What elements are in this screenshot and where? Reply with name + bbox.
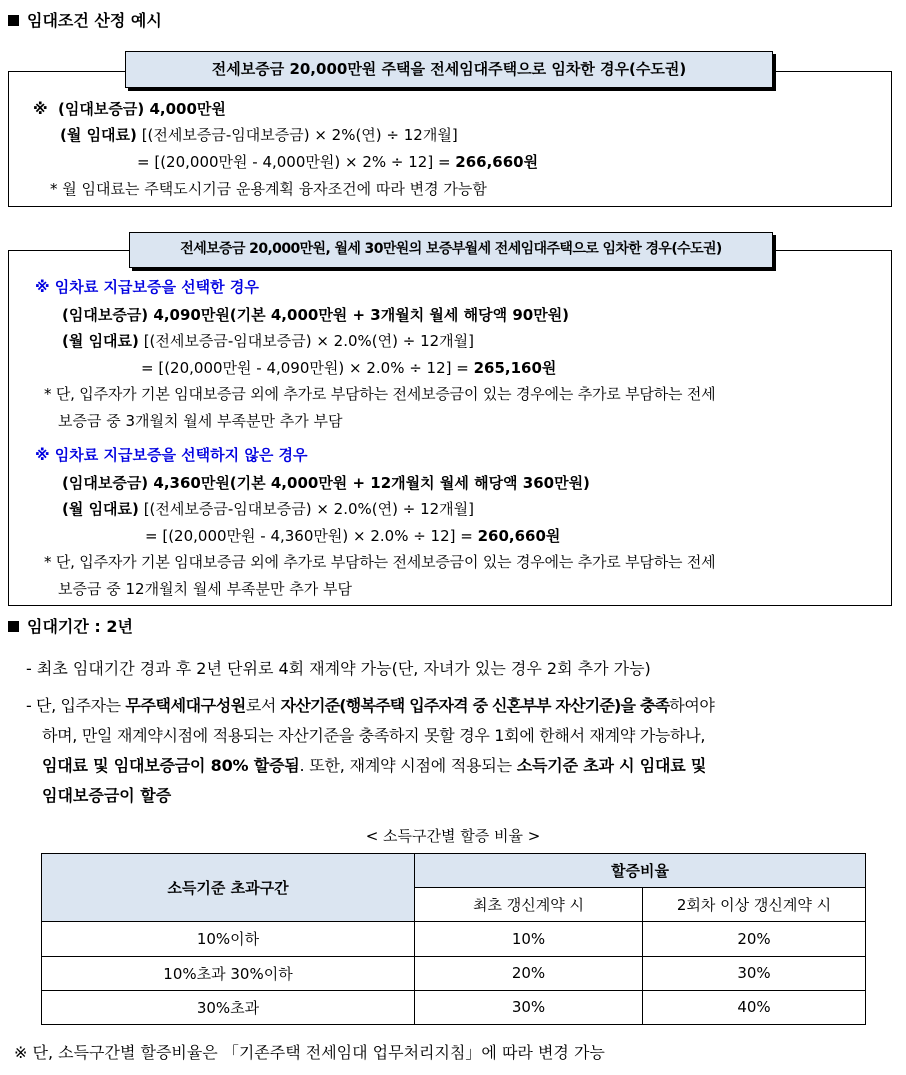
cell-range: 30%초과	[42, 990, 415, 1024]
lease-renewal-bullet: - 최초 임대기간 경과 후 2년 단위로 4회 재계약 가능(단, 자녀가 있는 경우 2회 추가 가능)	[26, 659, 651, 678]
table-caption: < 소득구간별 할증 비율 >	[365, 827, 541, 845]
case-no-guarantee-rent-calc: = [(20,000만원 - 4,360만원) × 2.0% ÷ 12] = 260,660원	[145, 527, 561, 545]
cell-first: 10%	[415, 922, 643, 956]
case-guarantee-note-line2: 보증금 중 3개월치 월세 부족분만 추가 부담	[58, 412, 343, 430]
rent-formula-line: (월 임대료) [(전세보증금-임대보증금) × 2%(연) ÷ 12개월]	[60, 126, 458, 144]
example-box2-title: 전세보증금 20,000만원, 월세 30만원의 보증부월세 전세임대주택으로 임차한 경우(수도권)	[129, 232, 773, 268]
square-bullet-icon	[8, 15, 19, 26]
header-income-range: 소득기준 초과구간	[42, 854, 415, 922]
case-guarantee-rent-calc: = [(20,000만원 - 4,090만원) × 2.0% ÷ 12] = 265,160원	[141, 359, 557, 377]
rent-calc-line: = [(20,000만원 - 4,000만원) × 2% ÷ 12] = 266,660원	[137, 153, 539, 171]
table-row	[42, 990, 866, 1024]
deposit-line: ※ (임대보증금) 4,000만원	[33, 100, 226, 118]
cell-second: 40%	[643, 990, 866, 1024]
case-guarantee-heading: ※ 임차료 지급보증을 선택한 경우	[35, 278, 259, 296]
header-second-renewal: 2회차 이상 갱신계약 시	[643, 888, 866, 922]
table-footnote: ※ 단, 소득구간별 할증비율은 「기존주택 전세임대 업무처리지침」에 따라 변경 가능	[14, 1043, 605, 1062]
lease-condition-line3: 임대료 및 임대보증금이 80% 할증됨. 또한, 재계약 시점에 적용되는 소득기준 초과 시 임대료 및	[42, 756, 707, 775]
box1-note: * 월 임대료는 주택도시기금 운용계획 융자조건에 따라 변경 가능함	[50, 180, 487, 198]
cell-second: 30%	[643, 956, 866, 990]
table-header-row	[42, 854, 866, 888]
table-row	[42, 922, 866, 956]
section-heading-rent-example: 임대조건 산정 예시	[8, 8, 162, 31]
cell-first: 30%	[415, 990, 643, 1024]
lease-condition-line4: 임대보증금이 할증	[42, 786, 172, 805]
lease-condition-line1: - 단, 입주자는 무주택세대구성원로서 자산기준(행복주택 입주자격 중 신혼부부 자산기준)을 충족하여야	[26, 696, 715, 715]
header-first-renewal: 최초 갱신계약 시	[415, 888, 643, 922]
header-surcharge-rate: 할증비율	[415, 854, 866, 888]
section-heading-lease-period: 임대기간 : 2년	[8, 614, 133, 637]
case-no-guarantee-rent-formula: (월 임대료) [(전세보증금-임대보증금) × 2.0%(연) ÷ 12개월]	[62, 500, 474, 518]
surcharge-rate-table	[41, 853, 866, 1025]
case-guarantee-rent-formula: (월 임대료) [(전세보증금-임대보증금) × 2.0%(연) ÷ 12개월]	[62, 332, 474, 350]
cell-range: 10%초과 30%이하	[42, 956, 415, 990]
case-no-guarantee-note-line1: * 단, 입주자가 기본 임대보증금 외에 추가로 부담하는 전세보증금이 있는 경우에는 추가로 부담하는 전세	[44, 553, 716, 571]
lease-condition-line2: 하며, 만일 재계약시점에 적용되는 자산기준을 충족하지 못할 경우 1회에 한해서 재계약 가능하나,	[42, 726, 706, 745]
case-no-guarantee-deposit: (임대보증금) 4,360만원(기본 4,000만원 + 12개월치 월세 해당액 360만원)	[62, 474, 590, 492]
case-guarantee-deposit: (임대보증금) 4,090만원(기본 4,000만원 + 3개월치 월세 해당액 90만원)	[62, 306, 570, 324]
case-guarantee-note-line1: * 단, 입주자가 기본 임대보증금 외에 추가로 부담하는 전세보증금이 있는 경우에는 추가로 부담하는 전세	[44, 385, 716, 403]
square-bullet-icon	[8, 621, 19, 632]
case-no-guarantee-heading: ※ 임차료 지급보증을 선택하지 않은 경우	[35, 446, 308, 464]
cell-range: 10%이하	[42, 922, 415, 956]
cell-second: 20%	[643, 922, 866, 956]
cell-first: 20%	[415, 956, 643, 990]
table-row	[42, 956, 866, 990]
case-no-guarantee-note-line2: 보증금 중 12개월치 월세 부족분만 추가 부담	[58, 580, 353, 598]
example-box-title: 전세보증금 20,000만원 주택을 전세임대주택으로 임차한 경우(수도권)	[125, 51, 773, 88]
